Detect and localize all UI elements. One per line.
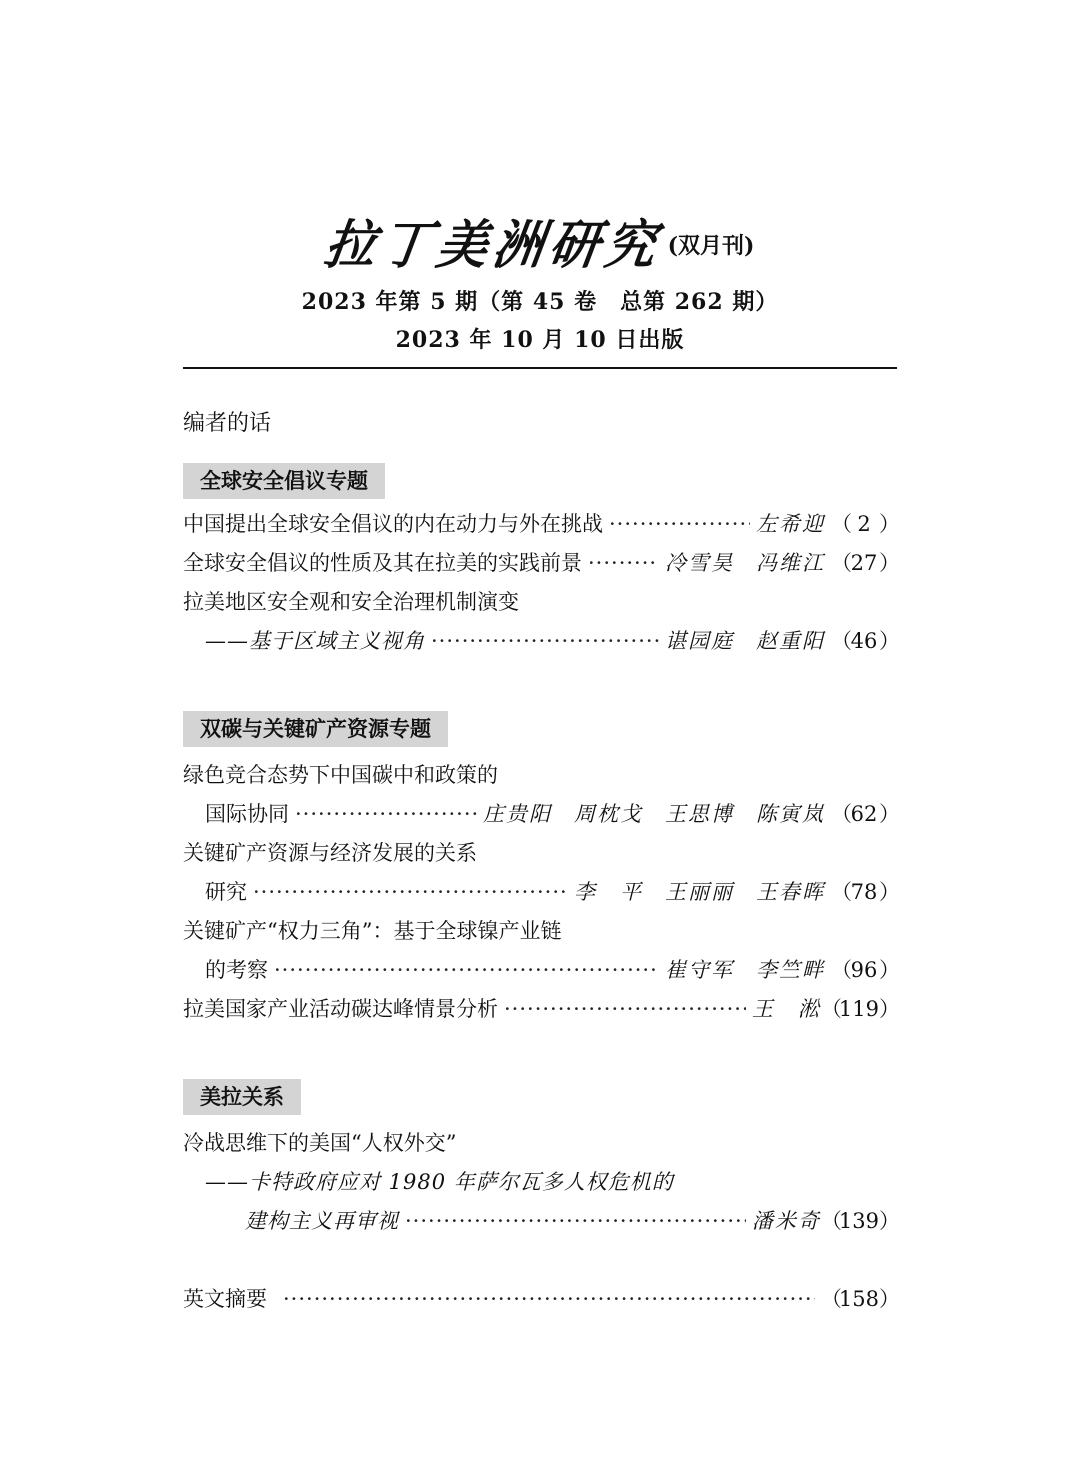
author-name: 周枕戈	[574, 802, 643, 826]
dot-leader	[504, 990, 746, 1029]
header-divider	[183, 367, 897, 369]
section-heading: 美拉关系	[183, 1079, 301, 1115]
page-number: （119）	[820, 997, 900, 1021]
article-title-cont: 国际协同	[205, 802, 289, 826]
page-number: （158）	[820, 1287, 900, 1311]
toc-entry-abstracts[interactable]	[183, 1280, 900, 1319]
toc-entry[interactable]	[183, 544, 900, 583]
article-title-cont: 研究	[205, 880, 247, 904]
article-authors	[483, 795, 825, 834]
article-title: 绿色竞合态势下中国碳中和政策的	[183, 763, 498, 787]
author-name: 崔守军	[665, 958, 734, 982]
article-authors	[665, 622, 825, 661]
dot-leader	[253, 873, 568, 912]
page-number: （139）	[820, 1209, 900, 1233]
author-name: 陈寅岚	[756, 802, 825, 826]
page-number: （ 2 ）	[831, 512, 900, 536]
page-number: （78）	[831, 880, 900, 904]
author-name: 王 淞	[751, 997, 821, 1021]
journal-logo: 拉丁美洲研究	[320, 213, 666, 276]
article-subtitle-cont: 建构主义再审视	[245, 1209, 399, 1233]
publication-date: 2023 年 10 月 10 日出版	[395, 327, 685, 353]
dot-leader	[295, 795, 477, 834]
article-title: 全球安全倡议的性质及其在拉美的实践前景	[183, 551, 582, 575]
author-name: 左希迎	[756, 512, 825, 536]
toc-entry[interactable]	[183, 834, 897, 873]
article-authors	[752, 1202, 821, 1241]
toc-entry[interactable]	[183, 1124, 897, 1163]
author-name: 潘米奇	[751, 1209, 821, 1233]
toc-entry-continuation[interactable]	[183, 1202, 900, 1241]
article-title: 冷战思维下的美国“人权外交”	[183, 1131, 457, 1155]
editor-note[interactable]: 编者的话	[183, 411, 272, 436]
section-heading: 全球安全倡议专题	[183, 463, 385, 499]
dot-leader	[609, 505, 750, 544]
article-title: 关键矿产“权力三角”：基于全球镍产业链	[183, 919, 562, 943]
toc-entry-continuation[interactable]	[183, 951, 900, 990]
article-authors	[665, 544, 825, 583]
author-name: 谌园庭	[665, 629, 734, 653]
page-number: （96）	[831, 958, 900, 982]
author-name: 王春晖	[756, 880, 825, 904]
toc-entry[interactable]	[183, 912, 897, 951]
article-title-cont: 的考察	[205, 958, 268, 982]
frequency-label: (双月刊)	[667, 232, 755, 259]
article-title: 拉美国家产业活动碳达峰情景分析	[183, 997, 498, 1021]
toc-entry[interactable]	[183, 990, 900, 1029]
toc-entry-continuation[interactable]	[183, 795, 900, 834]
dot-leader	[283, 1280, 815, 1319]
article-authors	[756, 505, 825, 544]
page-number: （46）	[831, 629, 900, 653]
author-name: 王丽丽	[665, 880, 734, 904]
toc-entry-continuation[interactable]	[183, 1163, 897, 1202]
toc-entry[interactable]	[183, 756, 897, 795]
article-title: 中国提出全球安全倡议的内在动力与外在挑战	[183, 512, 603, 536]
page-number: （62）	[831, 802, 900, 826]
article-authors	[752, 990, 821, 1029]
page-number: （27）	[831, 551, 900, 575]
dot-leader	[405, 1202, 746, 1241]
article-authors	[665, 951, 825, 990]
author-name: 庄贵阳	[483, 802, 552, 826]
table-of-contents	[183, 405, 900, 1319]
dot-leader	[431, 622, 659, 661]
author-name: 王思博	[665, 802, 734, 826]
article-subtitle: ——卡特政府应对 1980 年萨尔瓦多人权危机的	[205, 1170, 674, 1194]
issue-line: 2023 年第 5 期（第 45 卷 总第 262 期）	[301, 289, 779, 315]
author-name: 冷雪昊	[665, 551, 734, 575]
author-name: 赵重阳	[756, 629, 825, 653]
toc-entry[interactable]	[183, 505, 900, 544]
journal-masthead	[0, 205, 1080, 275]
article-authors	[574, 873, 825, 912]
toc-entry-continuation[interactable]	[183, 873, 900, 912]
article-subtitle: ——基于区域主义视角	[205, 629, 425, 653]
dot-leader	[588, 544, 659, 583]
article-title: 拉美地区安全观和安全治理机制演变	[183, 590, 519, 614]
dot-leader	[274, 951, 659, 990]
toc-entry-continuation[interactable]	[183, 622, 900, 661]
toc-entry[interactable]	[183, 583, 897, 622]
author-name: 冯维江	[756, 551, 825, 575]
author-name: 李 平	[574, 880, 643, 904]
section-heading: 双碳与关键矿产资源专题	[183, 711, 448, 747]
abstracts-title: 英文摘要	[183, 1287, 267, 1311]
author-name: 李竺畔	[756, 958, 825, 982]
article-title: 关键矿产资源与经济发展的关系	[183, 841, 477, 865]
